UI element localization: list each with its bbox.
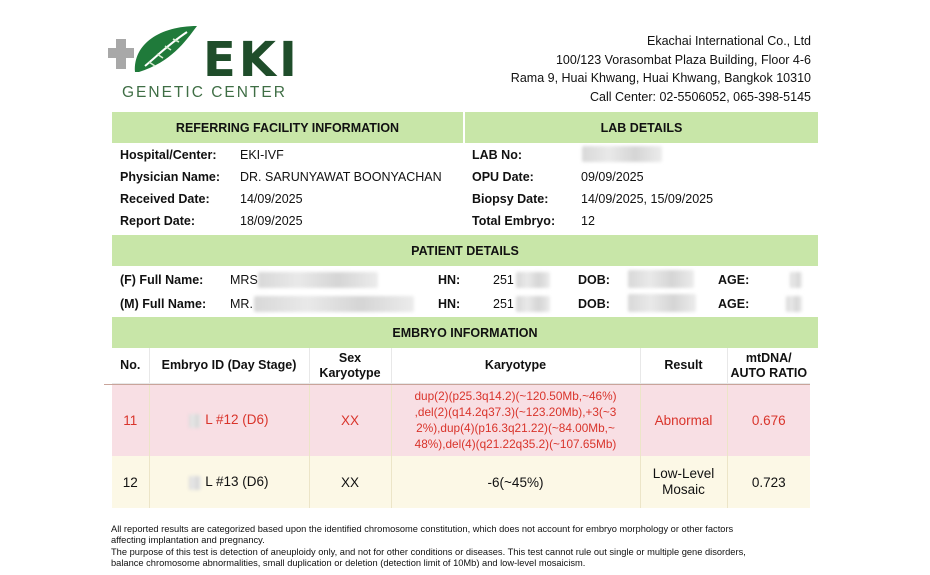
karyotype-line: 2%),dup(4)(p16.3q21.22)(~84.00Mb,~ [416,421,615,435]
female-name-prefix: MRS [230,273,258,287]
row-ratio: 0.723 [727,456,810,508]
result-line: Low-Level [652,466,715,481]
male-hn-prefix: 251 [493,297,514,311]
female-age-redacted [790,272,802,288]
karyotype-line: ,del(2)(q14.2q37.3)(~123.20Mb),+3(~3 [414,405,617,419]
male-age-label: AGE: [718,297,750,311]
company-address-2: Rama 9, Huai Khwang, Huai Khwang, Bangkok 10310 [510,71,811,85]
col-result: Result [640,348,727,384]
row-no: 11 [112,384,149,457]
disclaimer-line: balance chromosome abnormalities, small duplication or deletion (detection limit of 10Mb) and low-level mosaicism. [111,558,586,569]
disclaimer-line: affecting implantation and pregnancy. [111,535,265,546]
logo-subtitle: GENETIC CENTER [122,84,287,101]
col-no: No. [112,348,149,384]
row-result: Abnormal [640,384,727,457]
row-result [640,456,727,508]
company-address-1: 100/123 Vorasombat Plaza Building, Floor 4-6 [555,52,811,67]
result-line: Mosaic [662,482,705,497]
female-name-redacted [258,272,378,288]
company-name: Ekachai International Co., Ltd [647,34,811,48]
embryo-heading: EMBRYO INFORMATION [112,317,818,348]
col-sex-karyotype [309,348,391,384]
row-sex: XX [309,384,391,457]
row-sex: XX [309,456,391,508]
labno-redacted [582,146,662,162]
received-value: 14/09/2025 [240,192,303,206]
female-name-label: (F) Full Name: [120,273,204,287]
row-karyotype: -6(~45%) [391,456,640,508]
female-dob-label: DOB: [578,273,610,287]
female-hn-prefix: 251 [493,273,514,287]
male-hn-redacted [516,296,550,312]
hospital-value: EKI-IVF [240,148,284,162]
referring-heading: REFERRING FACILITY INFORMATION [112,112,463,143]
female-hn-redacted [516,272,550,288]
male-dob-label: DOB: [578,297,610,311]
received-label: Received Date: [120,192,210,206]
col-mtdna-ratio [727,348,810,384]
col-mtdna-ratio-text: mtDNA/ AUTO RATIO [730,350,808,380]
disclaimer-line: All reported results are categorized based upon the identified chromosome constitution, which does not account for embryo morphology or other factors [111,524,734,534]
karyotype-line: dup(2)(p25.3q14.2)(~120.50Mb,~46%) [414,389,617,403]
hospital-label: Hospital/Center: [120,148,217,162]
dna-leaf-icon [105,22,205,84]
col-sex-karyotype-text: Sex Karyotype [319,350,381,380]
row-karyotype [391,384,640,457]
opu-value: 09/09/2025 [581,170,644,184]
physician-label: Physician Name: [120,170,221,184]
total-label: Total Embryo: [472,214,556,228]
labno-label: LAB No: [472,148,522,162]
female-age-label: AGE: [718,273,750,287]
embryo-table-header [112,348,810,384]
report-label: Report Date: [120,214,196,228]
female-dob-redacted [628,270,694,288]
row-ratio: 0.676 [727,384,810,457]
physician-value: DR. SARUNYAWAT BOONYACHAN [240,170,442,184]
embryo-id-redacted [189,414,201,428]
biopsy-label: Biopsy Date: [472,192,549,206]
male-age-redacted [786,296,802,312]
karyotype-line: 48%),del(4)(q21.22q35.2)(~107.65Mb) [414,437,617,451]
logo-wordmark: EKI [203,32,300,88]
embryo-id-redacted [189,476,201,490]
male-name-label: (M) Full Name: [120,297,207,311]
table-row [112,456,810,508]
col-embryo-id: Embryo ID (Day Stage) [149,348,309,384]
male-name-redacted [254,296,414,312]
col-karyotype: Karyotype [391,348,640,384]
embryo-table [112,348,810,508]
male-hn-label: HN: [438,297,461,311]
lab-heading: LAB DETAILS [465,112,818,143]
eki-logo [105,22,305,102]
row-no: 12 [112,456,149,508]
row-embryo-id-text: L #12 (D6) [205,412,269,428]
row-embryo-id [149,456,309,508]
male-name-prefix: MR. [230,297,253,311]
company-info [511,32,811,106]
row-separator [104,384,810,385]
total-value: 12 [581,214,595,228]
biopsy-value: 14/09/2025, 15/09/2025 [581,192,714,206]
male-dob-redacted [628,294,696,312]
female-hn-label: HN: [438,273,461,287]
row-embryo-id-text: L #13 (D6) [205,474,269,490]
row-embryo-id [149,384,309,457]
opu-label: OPU Date: [472,170,534,184]
disclaimer-line: The purpose of this test is detection of aneuploidy only, and not for other conditions or diseases. This test cannot rule out single or multiple gene disorders, [111,546,746,557]
table-row [112,384,810,457]
company-callcenter: Call Center: 02-5506052, 065-398-5145 [590,89,811,104]
patient-heading: PATIENT DETAILS [112,235,818,266]
report-value: 18/09/2025 [240,214,303,228]
disclaimer [111,524,811,570]
